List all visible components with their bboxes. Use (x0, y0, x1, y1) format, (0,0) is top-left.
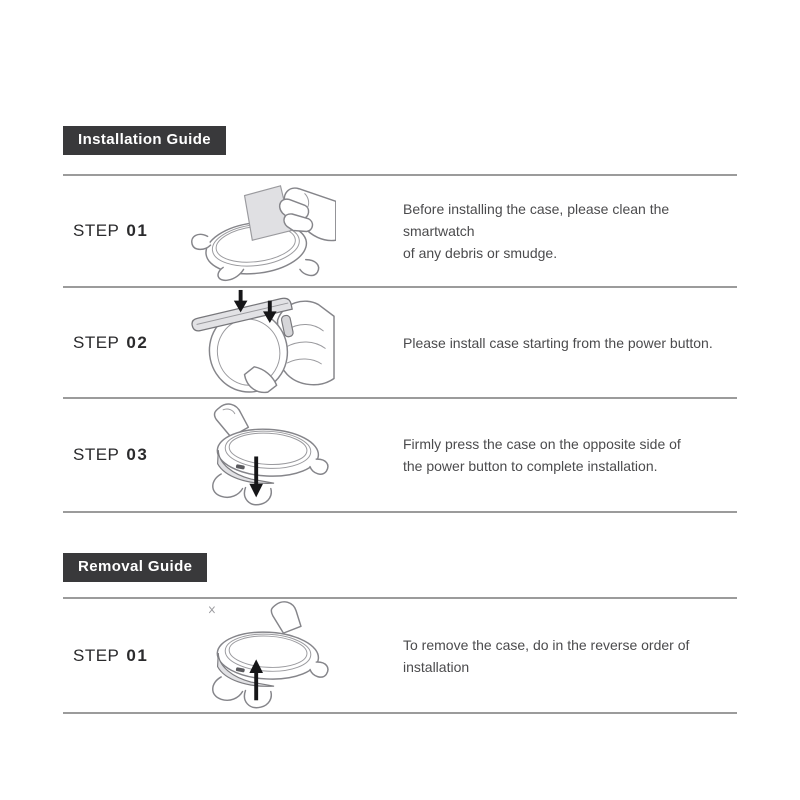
description-line: Firmly press the case on the opposite side of (403, 436, 681, 452)
installation-step-2-row (63, 287, 737, 398)
step-word: STEP (73, 645, 120, 665)
installation-guide-title: Installation Guide (78, 131, 212, 148)
installation-step-3-row (63, 398, 737, 512)
step-label (63, 646, 163, 666)
remove-case-illustration (190, 601, 336, 711)
removal-step-1-row (63, 598, 737, 713)
description-line: To remove the case, do in the reverse order of installation (403, 636, 690, 675)
removal-guide-title: Removal Guide (78, 558, 193, 575)
step-description (363, 433, 737, 477)
step-number: 01 (126, 645, 149, 665)
installation-guide-badge (63, 126, 226, 155)
divider (63, 712, 737, 714)
step-label (63, 333, 163, 353)
press-case-opposite-side-illustration (190, 402, 336, 509)
step-number: 01 (126, 221, 149, 240)
step-word: STEP (73, 332, 120, 352)
step-number: 03 (126, 445, 149, 464)
description-line: Before installing the case, please clean the smartwatch (403, 201, 670, 239)
step-description (363, 332, 737, 354)
installation-step-1-row (63, 175, 737, 287)
removal-guide-badge (63, 553, 207, 582)
description-line: the power button to complete installation. (403, 458, 658, 474)
step-label (63, 221, 163, 241)
step-word: STEP (73, 445, 120, 464)
step-word: STEP (73, 221, 120, 240)
step-description (363, 198, 737, 264)
description-line: of any debris or smudge. (403, 245, 558, 261)
clean-watch-illustration (190, 180, 336, 282)
step-number: 02 (126, 332, 149, 352)
step-label (63, 445, 163, 465)
divider (63, 511, 737, 513)
description-line: Please install case starting from the power button. (403, 334, 713, 351)
step-description (363, 634, 737, 678)
install-case-from-power-button-illustration (190, 289, 336, 396)
finger-shape (271, 601, 301, 632)
